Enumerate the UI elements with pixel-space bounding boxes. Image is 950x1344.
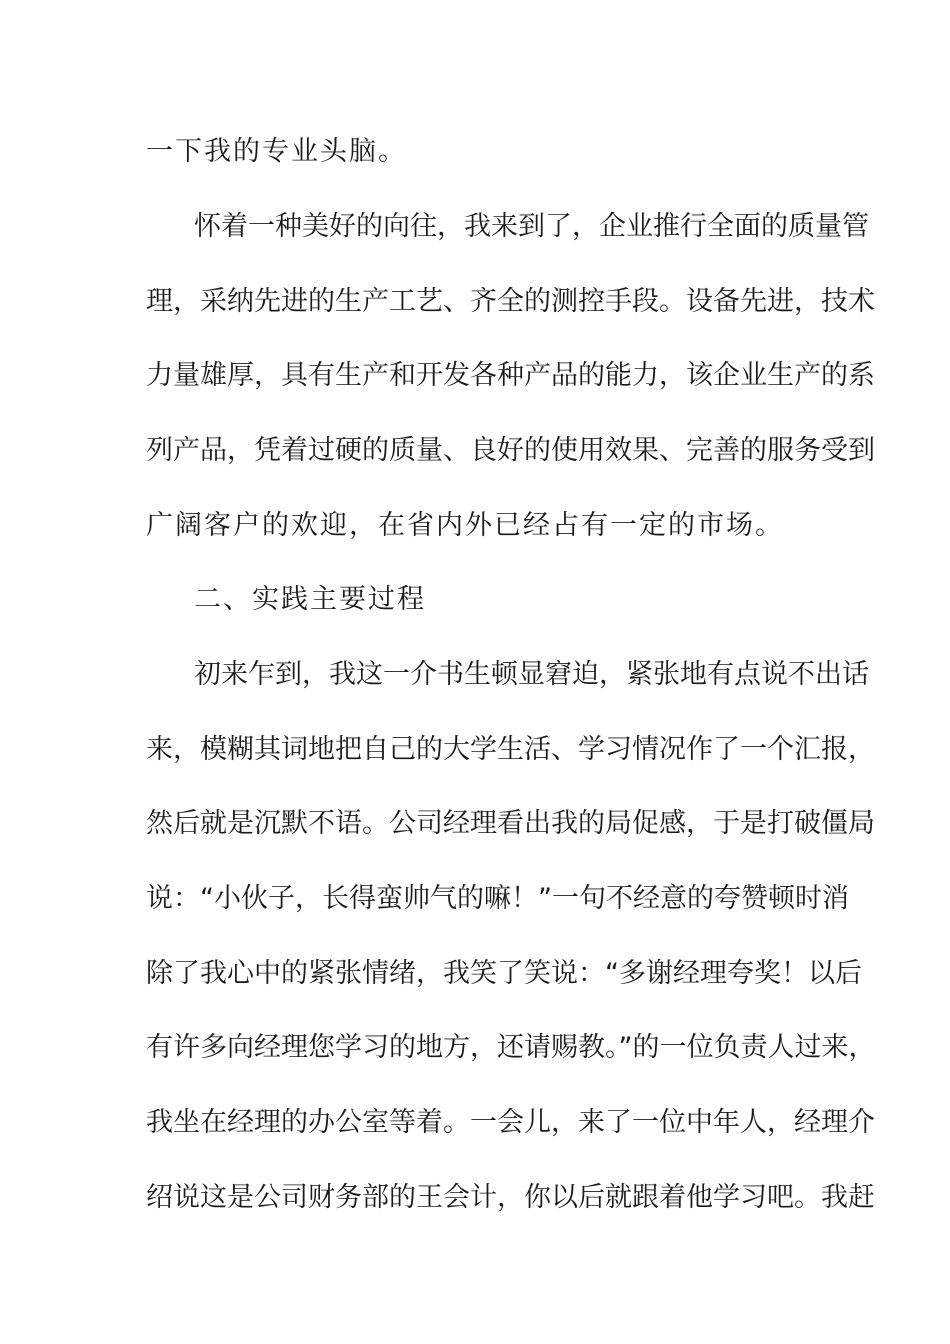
text-line: 除了我心中的紧张情绪，我笑了笑说：“多谢经理夸奖！以后 [146,958,862,989]
text-line: 然后就是沉默不语。公司经理看出我的局促感，于是打破僵局 [146,808,875,839]
paragraph-first-line: 怀着一种美好的向往，我来到了，企业推行全面的质量管 [194,211,869,242]
text-line: 来，模糊其词地把自己的大学生活、学习情况作了一个汇报， [146,734,875,765]
text-line: 一下我的专业头脑。 [146,136,407,167]
text-line: 力量雄厚，具有生产和开发各种产品的能力，该企业生产的系 [146,360,875,391]
text-line: 列产品，凭着过硬的质量、良好的使用效果、完善的服务受到 [146,435,875,466]
paragraph-first-line: 初来乍到，我这一介书生顿显窘迫，紧张地有点说不出话 [194,659,869,690]
text-line: 绍说这是公司财务部的王会计，你以后就跟着他学习吧。我赶 [146,1182,875,1213]
text-line: 广阔客户的欢迎，在省内外已经占有一定的市场。 [146,510,784,541]
text-line: 说：“小伙子，长得蛮帅气的嘛！”一句不经意的夸赞顿时消 [146,883,849,914]
section-heading: 二、实践主要过程 [194,584,426,615]
text-line: 我坐在经理的办公室等着。一会儿，来了一位中年人，经理介 [146,1107,875,1138]
text-line: 理，采纳先进的生产工艺、齐全的测控手段。设备先进，技术 [146,286,875,317]
text-line: 有许多向经理您学习的地方，还请赐教。”的一位负责人过来， [146,1032,876,1063]
